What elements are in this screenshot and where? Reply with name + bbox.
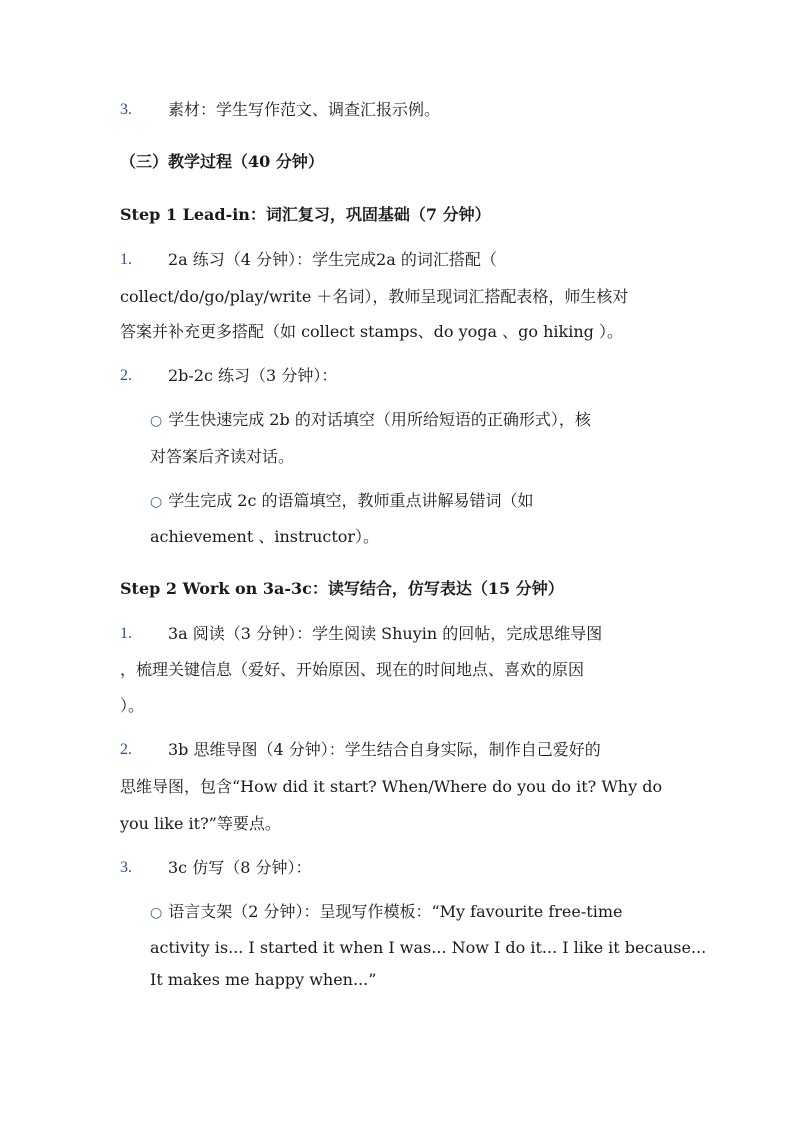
- bullet-circle-icon: ○: [150, 905, 163, 921]
- list-number: 1.: [120, 625, 132, 642]
- step1-item1-line2: collect/do/go/play/write ＋名词），教师呈现词汇搭配表格，师生核对: [120, 287, 629, 306]
- list-number: 3.: [120, 101, 132, 118]
- step1-item1-line1: 2a 练习（4 分钟）：学生完成2a 的词汇搭配（: [168, 250, 497, 269]
- step1-item2-text: 2b-2c 练习（3 分钟）：: [168, 366, 338, 385]
- step2-item1-line2: ，梳理关键信息（爱好、开始原因、现在的时间地点、喜欢的原因: [120, 660, 585, 679]
- bullet-continuation: activity is... I started it when I was... Now I do it... I like it because...: [150, 938, 707, 957]
- bullet-circle-icon: ○: [150, 494, 163, 510]
- section-heading: （三）教学过程（40 分钟）: [120, 152, 324, 171]
- bullet-item: [150, 901, 622, 924]
- bullet-continuation: It makes me happy when...”: [150, 970, 377, 989]
- step2-heading: Step 2 Work on 3a-3c：读写结合，仿写表达（15 分钟）: [120, 579, 564, 598]
- step2-item2-line3: you like it?”等要点。: [120, 814, 281, 833]
- step2-item2-line2: 思维导图，包含“How did it start? When/Where do you do it? Why do: [120, 777, 663, 796]
- material-text: 素材：学生写作范文、调查汇报示例。: [168, 100, 441, 119]
- bullet-text: 学生快速完成 2b 的对话填空（用所给短语的正确形式），核: [168, 410, 591, 429]
- list-number: 2.: [120, 367, 132, 384]
- bullet-item: [150, 490, 534, 513]
- list-number: 3.: [120, 859, 132, 876]
- bullet-text: 学生完成 2c 的语篇填空，教师重点讲解易错词（如: [168, 491, 534, 510]
- step2-item2-line1: 3b 思维导图（4 分钟）：学生结合自身实际，制作自己爱好的: [168, 740, 601, 759]
- bullet-item: [150, 409, 591, 432]
- bullet-text: 语言支架（2 分钟）：呈现写作模板：“My favourite free-time: [168, 902, 623, 921]
- list-number: 1.: [120, 251, 132, 268]
- step2-item1-line3: ）。: [120, 696, 145, 715]
- step2-item1-line1: 3a 阅读（3 分钟）：学生阅读 Shuyin 的回帖，完成思维导图: [168, 624, 603, 643]
- list-number: 2.: [120, 741, 132, 758]
- step1-heading: Step 1 Lead-in：词汇复习，巩固基础（7 分钟）: [120, 205, 491, 224]
- bullet-continuation: achievement 、instructor）。: [150, 527, 380, 546]
- step2-item3-text: 3c 仿写（8 分钟）：: [168, 858, 312, 877]
- bullet-circle-icon: ○: [150, 413, 163, 429]
- bullet-continuation: 对答案后齐读对话。: [150, 447, 295, 466]
- step1-item1-line3: 答案并补充更多搭配（如 collect stamps、do yoga 、go hiking ）。: [120, 322, 623, 341]
